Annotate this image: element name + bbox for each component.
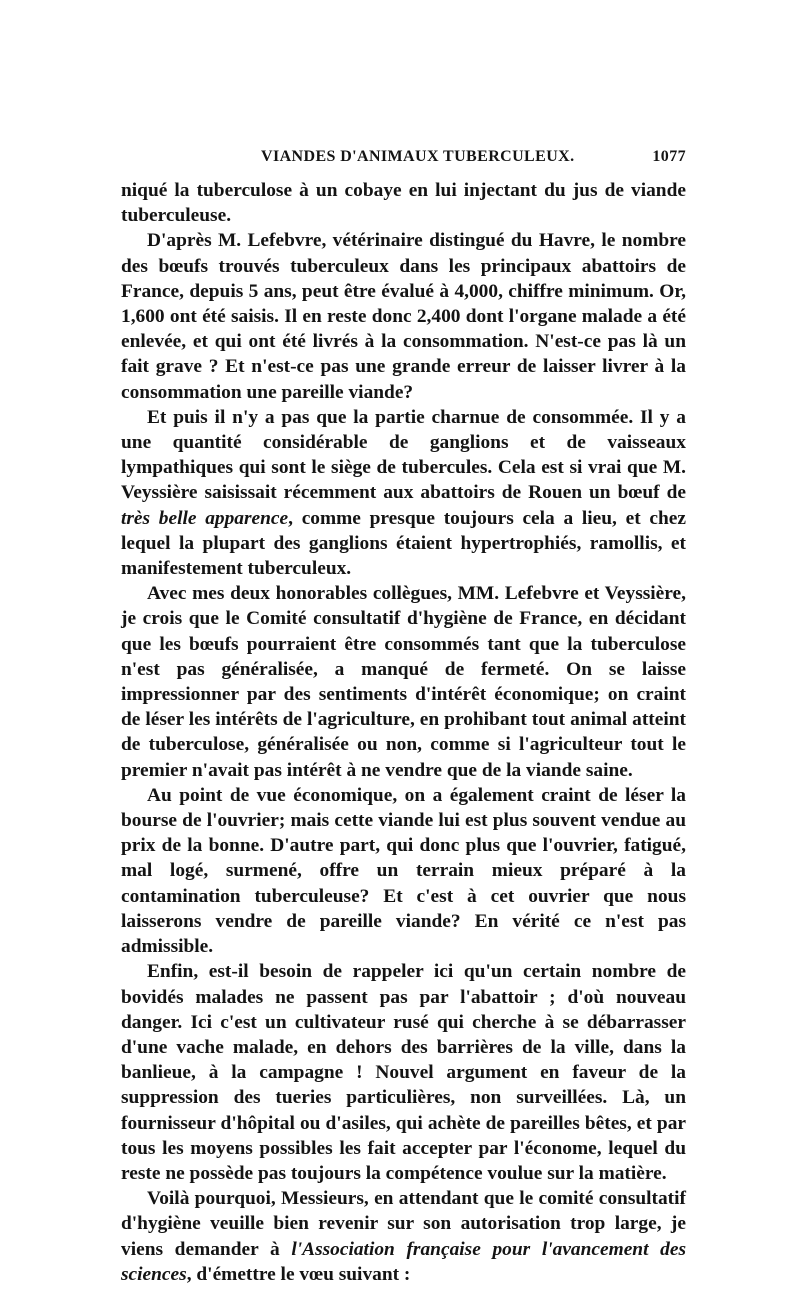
italic-text-run: l'Association française pour l'avancement des sciences — [121, 1238, 686, 1285]
text-run: , comme presque toujours cela a lieu, et chez lequel la plupart des ganglions étaient hypertrophiés, ramollis, et manifestement tuberculeux. — [121, 507, 686, 580]
text-run: D'après M. Lefebvre, vétérinaire distingué du Havre, le nombre des bœufs trouvés tuberculeux dans les principaux abattoirs de France, depuis 5 ans, peut être évalué à 4,000, chiffre minimum. Or, 1,600 ont été saisis. Il en reste donc 2,400 dont l'organe malade a été enlevée, et qui ont été livrés à la consommation. N'est-ce pas là un fait grave ? Et n'est-ce pas une grande erreur de laisser livrer à la consommation une pareille viande? — [121, 230, 686, 403]
text-run: niqué la tuberculose à un cobaye en lui injectant du jus de viande tuberculeuse. — [121, 180, 686, 227]
text-run: Enfin, est-il besoin de rappeler ici qu'un certain nombre de bovidés malades ne passent pas par l'abattoir ; d'où nouveau danger. Ici c'est un cultivateur rusé qui cherche à se débarrasser d'une vache malade, en dehors des barrières de la ville, dans la banlieue, à la campagne ! Nouvel argument en faveur de la suppression des tueries particulières, non surveillées. Là, un fournisseur d'hôpital ou d'asiles, qui achète de pareilles bêtes, et par tous les moyens possibles les fait accepter par l'économe, lequel du reste ne possède pas toujours la compétence voulue sur la matière. — [121, 961, 686, 1184]
text-run: Avec mes deux honorables collègues, MM. Lefebvre et Veyssière, je crois que le Comité consultatif d'hygiène de France, en décidant que les bœufs pourraient être consommés tant que la tuberculose n'est pas généralisée, a manqué de fermeté. On se laisse impressionner par des sentiments d'intérêt économique; on craint de léser les intérêts de l'agriculture, en prohibant tout animal atteint de tuberculose, généralisée ou non, comme si l'agriculteur tout le premier n'avait pas intérêt à ne vendre que de la viande saine. — [121, 583, 686, 781]
body-text — [121, 178, 686, 1287]
paragraph-point-economique — [121, 783, 686, 959]
paragraph-voeu — [121, 1186, 686, 1287]
running-title: VIANDES D'ANIMAUX TUBERCULEUX. — [261, 148, 575, 165]
text-run: Au point de vue économique, on a également craint de léser la bourse de l'ouvrier; mais cette viande lui est plus souvent vendue au prix de la bonne. D'autre part, qui donc plus que l'ouvrier, fatigué, mal logé, surmené, offre un terrain mieux préparé à la contamination tuberculeuse? Et c'est à cet ouvrier que nous laisserons vendre de pareille viande? En vérité ce n'est pas admissible. — [121, 784, 686, 958]
paragraph-continuation — [121, 178, 686, 228]
paragraph-ganglions — [121, 405, 686, 581]
text-run: Et puis il n'y a pas que la partie charnue de consommée. Il y a une quantité considérable de ganglions et de vaisseaux lympathiques qui sont le siège de tubercules. Cela est si vrai que M. Veyssière saisissait récemment aux abattoirs de Rouen un bœuf de — [121, 406, 686, 504]
paragraph-comite-consultatif — [121, 581, 686, 783]
italic-text-run: très belle apparence — [121, 507, 289, 529]
page-number: 1077 — [652, 148, 686, 165]
paragraph-bovides-malades — [121, 959, 686, 1186]
text-run: Voilà pourquoi, Messieurs, en attendant que le comité consultatif d'hygiène veuille bien revenir sur son autorisation trop large, je viens demander à — [121, 1188, 686, 1260]
text-run: , d'émettre le vœu suivant : — [186, 1263, 411, 1285]
running-head — [121, 148, 686, 172]
paragraph-lefebvre-statistics — [121, 228, 686, 404]
